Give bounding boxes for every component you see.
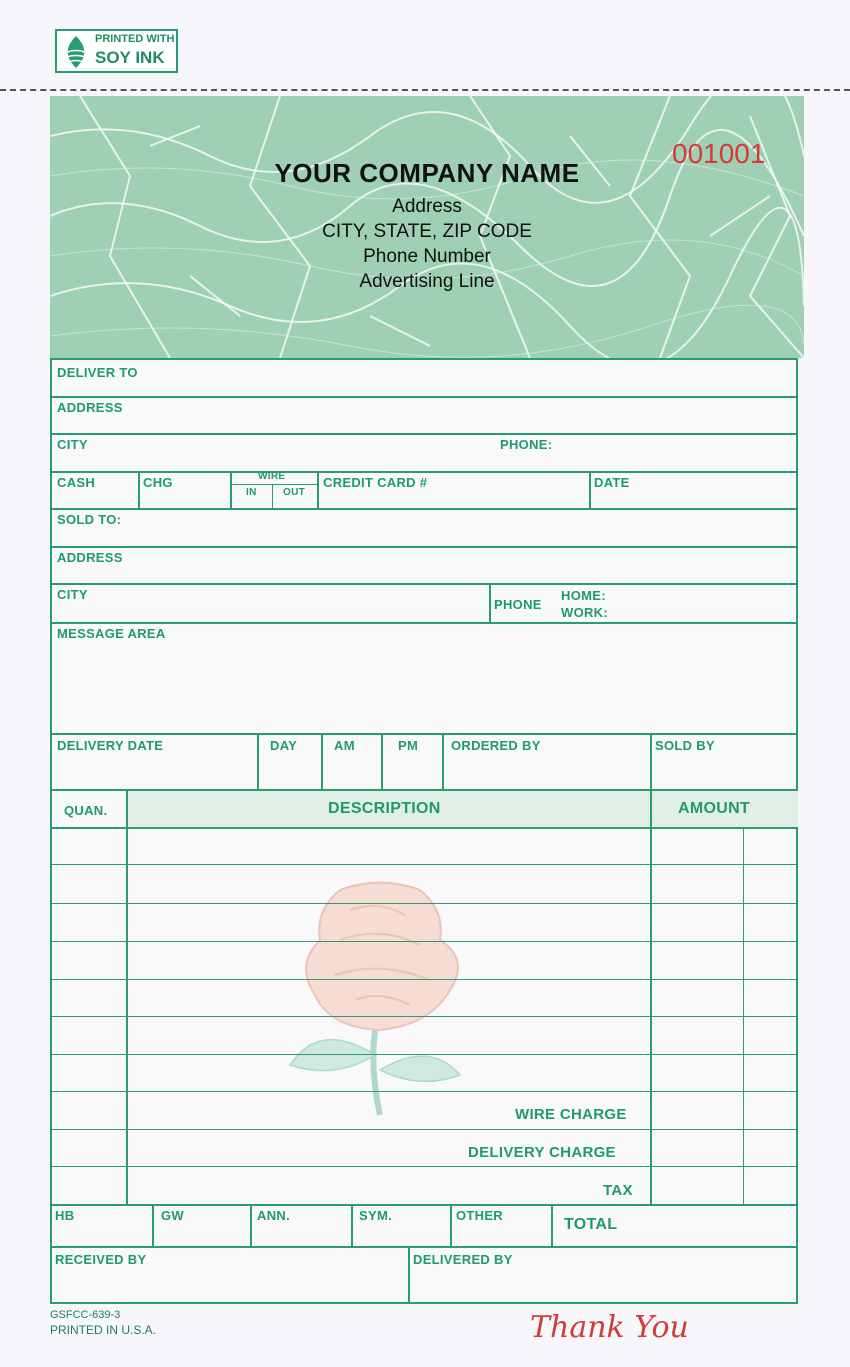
delivery-charge-label: DELIVERY CHARGE bbox=[468, 1144, 616, 1161]
col-divider bbox=[351, 1204, 353, 1247]
table-row-line bbox=[52, 1204, 798, 1206]
row-divider bbox=[52, 622, 798, 624]
wire-out-label: OUT bbox=[283, 487, 306, 498]
col-divider bbox=[152, 1204, 154, 1247]
table-row-line bbox=[52, 1166, 798, 1167]
ordered-by-label: ORDERED BY bbox=[451, 738, 541, 753]
home-phone-label: HOME: bbox=[561, 588, 606, 603]
date-label: DATE bbox=[594, 475, 630, 490]
soybean-icon bbox=[60, 34, 92, 70]
description-header: DESCRIPTION bbox=[328, 800, 441, 817]
table-row-line bbox=[52, 1129, 798, 1130]
col-divider bbox=[317, 471, 319, 509]
delivered-by-label: DELIVERED BY bbox=[413, 1252, 513, 1267]
row-divider bbox=[52, 546, 798, 548]
gw-label: GW bbox=[161, 1208, 184, 1223]
day-label: DAY bbox=[270, 738, 298, 753]
total-label: TOTAL bbox=[564, 1216, 618, 1233]
sold-phone-label: PHONE bbox=[494, 597, 542, 612]
table-col-line bbox=[650, 791, 652, 1205]
deliver-city-label: CITY bbox=[57, 437, 88, 452]
col-divider bbox=[321, 733, 323, 790]
received-by-label: RECEIVED BY bbox=[55, 1252, 147, 1267]
row-divider bbox=[52, 733, 798, 735]
table-col-line bbox=[743, 828, 744, 1205]
soy-ink-badge bbox=[55, 29, 178, 73]
table-row-line bbox=[52, 941, 798, 942]
form-header bbox=[50, 96, 804, 358]
sold-to-label: SOLD TO: bbox=[57, 512, 122, 527]
row-divider bbox=[52, 1246, 798, 1248]
badge-line1: PRINTED WITH bbox=[95, 33, 175, 45]
col-divider bbox=[381, 733, 383, 790]
sold-city-label: CITY bbox=[57, 587, 88, 602]
work-phone-label: WORK: bbox=[561, 605, 608, 620]
company-city-state-zip: CITY, STATE, ZIP CODE bbox=[322, 221, 532, 242]
col-divider bbox=[442, 733, 444, 790]
delivery-date-label: DELIVERY DATE bbox=[57, 738, 164, 753]
thank-you-text: Thank You bbox=[530, 1310, 689, 1345]
wire-divider bbox=[272, 484, 273, 508]
row-divider bbox=[52, 583, 798, 585]
table-col-line bbox=[126, 791, 128, 1205]
chg-label: CHG bbox=[143, 475, 173, 490]
pm-label: PM bbox=[398, 738, 419, 753]
cash-label: CASH bbox=[57, 475, 96, 490]
table-row-line bbox=[52, 864, 798, 865]
other-label: OTHER bbox=[456, 1208, 503, 1223]
form-number: 001001 bbox=[672, 138, 766, 169]
wire-charge-label: WIRE CHARGE bbox=[515, 1106, 627, 1123]
col-divider bbox=[450, 1204, 452, 1247]
row-divider bbox=[52, 433, 798, 435]
message-area-label: MESSAGE AREA bbox=[57, 626, 166, 641]
badge-line2: SOY INK bbox=[95, 48, 165, 67]
table-row-line bbox=[52, 979, 798, 980]
table-row-line bbox=[52, 827, 798, 829]
tax-label: TAX bbox=[603, 1182, 633, 1199]
company-name: YOUR COMPANY NAME bbox=[274, 158, 580, 188]
table-row-line bbox=[52, 903, 798, 904]
deliver-phone-label: PHONE: bbox=[500, 437, 553, 452]
sold-address-label: ADDRESS bbox=[57, 550, 123, 565]
col-divider bbox=[551, 1204, 553, 1247]
wire-in-label: IN bbox=[246, 487, 257, 498]
credit-card-label: CREDIT CARD # bbox=[323, 475, 428, 490]
wire-label: WIRE bbox=[258, 471, 286, 482]
col-divider bbox=[138, 471, 140, 509]
am-label: AM bbox=[334, 738, 355, 753]
form-code: GSFCC-639-3 bbox=[50, 1309, 121, 1321]
col-divider bbox=[250, 1204, 252, 1247]
sold-by-label: SOLD BY bbox=[655, 738, 715, 753]
amount-header: AMOUNT bbox=[678, 800, 751, 817]
table-row-line bbox=[52, 1016, 798, 1017]
table-row-line bbox=[52, 1091, 798, 1092]
deliver-to-label: DELIVER TO bbox=[57, 365, 138, 380]
ann-label: ANN. bbox=[257, 1208, 290, 1223]
table-row-line bbox=[52, 1054, 798, 1055]
col-divider bbox=[408, 1246, 410, 1304]
perforation-line bbox=[0, 89, 850, 91]
col-divider bbox=[589, 471, 591, 509]
col-divider bbox=[489, 583, 491, 623]
row-divider bbox=[52, 508, 798, 510]
company-phone: Phone Number bbox=[363, 246, 491, 267]
advertising-line: Advertising Line bbox=[359, 271, 495, 292]
sym-label: SYM. bbox=[359, 1208, 392, 1223]
col-divider bbox=[257, 733, 259, 790]
row-divider bbox=[52, 471, 798, 473]
order-form bbox=[50, 358, 798, 1304]
company-address: Address bbox=[392, 196, 462, 217]
row-divider bbox=[52, 396, 798, 398]
rose-icon bbox=[280, 880, 480, 1120]
quan-header: QUAN. bbox=[64, 803, 108, 818]
deliver-address-label: ADDRESS bbox=[57, 400, 123, 415]
wire-divider bbox=[230, 484, 318, 485]
col-divider bbox=[650, 733, 652, 790]
printed-in-usa: PRINTED IN U.S.A. bbox=[50, 1323, 157, 1337]
hb-label: HB bbox=[55, 1208, 75, 1223]
col-divider bbox=[230, 471, 232, 509]
